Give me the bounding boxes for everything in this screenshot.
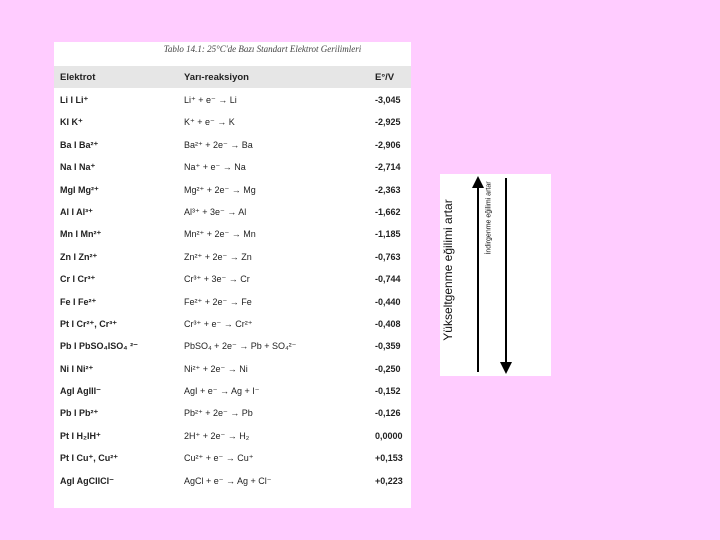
table-body [54,89,411,492]
table-row [54,313,411,335]
table-row [54,291,411,313]
cell-potential: -2,714 [375,162,401,173]
cell-potential: -0,126 [375,408,401,419]
header-potential: E°/V [375,72,395,83]
cell-electrode: Zn I Zn²⁺ [60,251,98,262]
cell-potential: -0,408 [375,318,401,329]
cell-reaction: Pb²⁺ + 2e⁻ → Pb [184,408,253,419]
reduction-trend-label: İndirgenme eğilimi artar [485,181,493,255]
cell-electrode: Pt I Cu⁺, Cu²⁺ [60,453,118,464]
cell-electrode: KI K⁺ [60,117,83,128]
cell-electrode: Al I Al³⁺ [60,206,93,217]
cell-electrode: Fe I Fe²⁺ [60,296,97,307]
cell-potential: -2,363 [375,184,401,195]
cell-reaction: Cu²⁺ + e⁻ → Cu⁺ [184,453,254,464]
electrode-potential-table [54,42,411,508]
cell-electrode: AgI AgIII⁻ [60,386,101,397]
cell-electrode: AgI AgCIICI⁻ [60,475,114,486]
trend-panel [440,174,551,376]
cell-potential: -1,185 [375,229,401,240]
table-header-row [54,66,411,88]
cell-potential: -3,045 [375,95,401,105]
table-row [54,425,411,447]
cell-potential: +0,153 [375,453,403,464]
cell-electrode: Pb I Pb²⁺ [60,408,99,419]
table-row [54,358,411,380]
table-row [54,201,411,223]
oxidation-trend-label: Yükseltgenme eğilimi artar [441,199,455,341]
table-row [54,179,411,201]
arrow-up-icon [472,176,484,372]
cell-reaction: Mn²⁺ + 2e⁻ → Mn [184,229,256,240]
cell-potential: -2,906 [375,139,401,150]
cell-potential: -0,440 [375,296,401,307]
table-row [54,134,411,156]
cell-reaction: Ni²⁺ + 2e⁻ → Ni [184,363,248,374]
cell-reaction: Fe²⁺ + 2e⁻ → Fe [184,296,252,307]
cell-electrode: Ba I Ba²⁺ [60,139,99,150]
cell-reaction: Na⁺ + e⁻ → Na [184,162,246,173]
cell-reaction: PbSO₄ + 2e⁻ → Pb + SO₄²⁻ [184,341,297,352]
table-row [54,447,411,469]
cell-reaction: Zn²⁺ + 2e⁻ → Zn [184,251,252,262]
header-reaction: Yarı-reaksiyon [184,72,249,83]
cell-potential: +0,223 [375,475,403,486]
table-row [54,111,411,133]
cell-electrode: Li I Li⁺ [60,95,89,105]
cell-reaction: Cr³⁺ + 3e⁻ → Cr [184,274,250,285]
table-row [54,89,411,111]
cell-reaction: AgI + e⁻ → Ag + I⁻ [184,386,260,397]
cell-potential: -0,744 [375,274,401,285]
cell-potential: -0,359 [375,341,401,352]
cell-reaction: AgCl + e⁻ → Ag + Cl⁻ [184,475,272,486]
cell-potential: -1,662 [375,206,401,217]
cell-reaction: Ba²⁺ + 2e⁻ → Ba [184,139,253,150]
trend-arrows [440,174,551,376]
cell-electrode: Mn I Mn²⁺ [60,229,102,240]
cell-electrode: MgI Mg²⁺ [60,184,99,195]
cell-reaction: Al³⁺ + 3e⁻ → Al [184,206,247,217]
table-caption: Tablo 14.1: 25°C'de Bazı Standart Elektrot Gerilimleri [163,44,362,54]
cell-electrode: Pb I PbSO₄ISO₄ ²⁻ [60,341,138,352]
cell-reaction: Li⁺ + e⁻ → Li [184,95,237,105]
cell-reaction: 2H⁺ + 2e⁻ → H₂ [184,430,250,441]
table-row [54,246,411,268]
cell-potential: -2,925 [375,117,401,128]
table-row [54,470,411,492]
header-electrode: Elektrot [60,72,96,83]
cell-electrode: Na I Na⁺ [60,162,96,173]
cell-potential: -0,250 [375,363,401,374]
cell-potential: -0,763 [375,251,401,262]
cell-reaction: Cr³⁺ + e⁻ → Cr²⁺ [184,318,253,329]
cell-reaction: K⁺ + e⁻ → K [184,117,235,128]
cell-potential: -0,152 [375,386,401,397]
table-row [54,335,411,357]
cell-electrode: Pt I H₂IH⁺ [60,430,101,441]
table-row [54,268,411,290]
table-row [54,402,411,424]
cell-electrode: Pt I Cr²⁺, Cr³⁺ [60,318,118,329]
table-row [54,380,411,402]
table-row [54,223,411,245]
arrow-down-icon [500,178,512,374]
cell-potential: 0,0000 [375,430,403,441]
cell-electrode: Ni I Ni²⁺ [60,363,94,374]
cell-reaction: Mg²⁺ + 2e⁻ → Mg [184,184,256,195]
table-row [54,156,411,178]
cell-electrode: Cr I Cr³⁺ [60,274,96,285]
